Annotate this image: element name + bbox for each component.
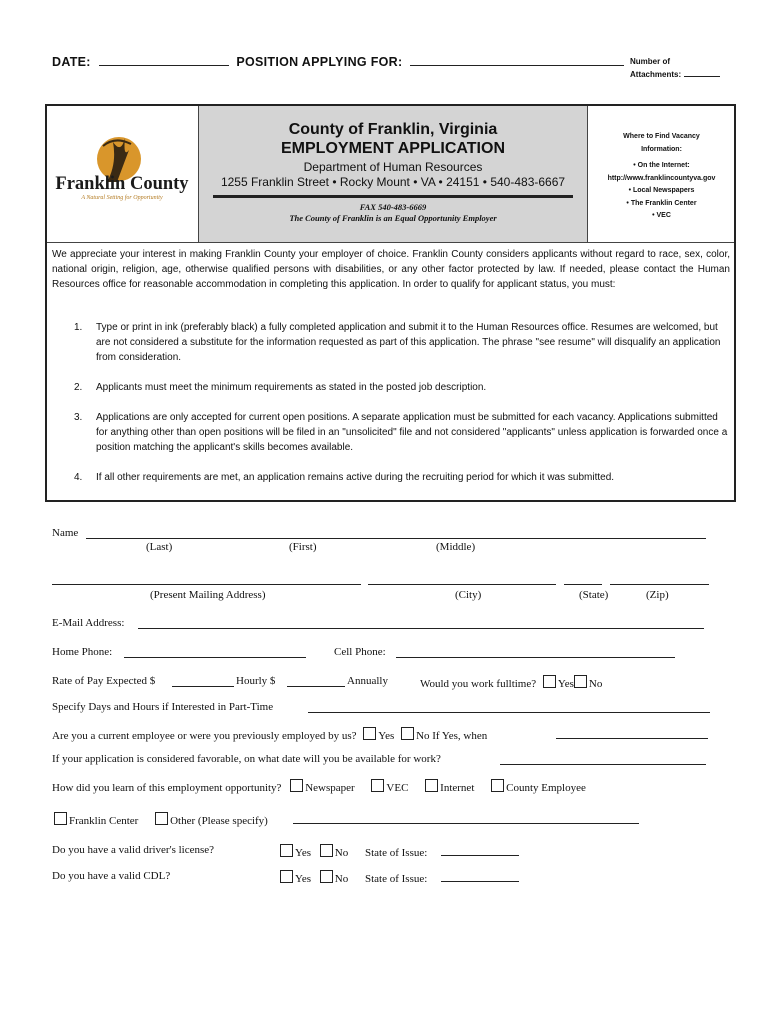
eoe-statement: The County of Franklin is an Equal Opportunity Employer [289,213,497,223]
fulltime-label: Would you work fulltime? [420,678,537,690]
requirement-number: 1. [74,322,83,333]
first-caption: (First) [289,541,317,553]
requirement-number: 3. [74,412,83,423]
attachments-label-2: Attachments: [630,70,682,79]
name-label: Name [52,527,79,539]
requirement-item [74,320,730,365]
middle-caption: (Middle) [436,541,476,553]
current-employee-no-checkbox[interactable] [401,727,414,740]
state-caption: (State) [579,589,609,601]
city-caption: (City) [455,589,482,601]
vacancy-item: • Local Newspapers [628,187,695,194]
no-if-yes-label: No If Yes, when [416,730,488,742]
email-label: E-Mail Address: [52,617,125,629]
license-yes-checkbox[interactable] [280,844,293,857]
vacancy-item: • The Franklin Center [626,199,697,207]
vacancy-item: • VEC [652,212,671,219]
city-field[interactable] [368,584,556,585]
yes-label: Yes [295,873,312,885]
requirement-text: Type or print in ink (preferably black) a fully completed application and submit it to the Human Resources office. Resumes are welcomed, but are not considered a substitute for the information requested as part of this application. The phrase "see resume" will disqualify an application from consideration. [96,322,721,363]
header-title-cell [198,106,588,242]
org-name: County of Franklin, Virginia [288,121,498,138]
yes-label: Yes [295,847,312,859]
name-field[interactable] [86,538,706,539]
state-issue-label: State of Issue: [364,873,428,885]
cdl-no-checkbox[interactable] [320,870,333,883]
logo-text: Franklin County [55,174,189,194]
cdl-label: Do you have a valid CDL? [52,870,171,882]
internet-label: Internet [440,782,475,794]
fulltime-yes-checkbox[interactable] [543,675,556,688]
requirement-item [74,470,730,485]
requirement-item [74,410,730,455]
hourly-rate-field[interactable] [172,686,234,687]
mailing-address-field[interactable] [52,584,361,585]
requirement-text: If all other requirements are met, an application remains active during the recruiting period for which it was submitted. [96,472,615,483]
address: 1255 Franklin Street • Rocky Mount • VA • 24151 • 540-483-6667 [220,175,566,189]
license-state-field[interactable] [441,855,519,856]
rate-pay-label: Rate of Pay Expected $ [52,675,156,687]
employed-when-field[interactable] [556,738,708,739]
cdl-yes-checkbox[interactable] [280,870,293,883]
zip-field[interactable] [610,584,709,585]
available-date-field[interactable] [500,764,706,765]
top-row [52,55,624,69]
requirement-text: Applicants must meet the minimum requirements as stated in the posted job description. [96,382,487,393]
no-label: No [334,847,349,859]
yes-label: Yes [557,678,574,690]
state-field[interactable] [564,584,602,585]
cdl-options [280,870,427,885]
franklin-center-checkbox[interactable] [54,812,67,825]
cell-phone-label: Cell Phone: [334,646,386,658]
attachments-field[interactable] [684,68,720,77]
other-label: Other (Please specify) [170,815,268,827]
vec-checkbox[interactable] [371,779,384,792]
email-field[interactable] [138,628,704,629]
franklin-center-label: Franklin Center [69,815,139,827]
home-phone-field[interactable] [124,657,306,658]
position-label: POSITION APPLYING FOR: [236,55,403,69]
requirements-list [74,320,730,500]
position-field[interactable] [410,55,624,66]
intro-paragraph: We appreciate your interest in making Franklin County your employer of choice. Franklin County considers applicants without regard to race, sex, color, national origin, religion, age, otherwise qualified persons with disabilities, or any other factor protected by law. If needed, please contact the Human Resources office for reasonable accommodation in completing this application. In order to qualify for applicant status, you must: [52,249,730,291]
date-label: DATE: [52,55,91,69]
parttime-label: Specify Days and Hours if Interested in Part-Time [52,701,274,713]
learn-label: How did you learn of this employment opportunity? [52,782,282,794]
logo-cell [47,106,197,242]
other-specify-field[interactable] [293,823,639,824]
learn-question [52,779,586,794]
fulltime-question [420,675,602,690]
last-caption: (Last) [146,541,173,553]
attachments-label-1: Number of [630,57,670,66]
logo-tagline: A Natural Setting for Opportunity [81,195,163,201]
mailing-caption: (Present Mailing Address) [150,589,266,601]
current-employee-label: Are you a current employee or were you previously employed by us? [52,730,357,742]
learn-question-more [54,812,268,827]
fax: FAX 540-483-6669 [359,202,427,212]
state-issue-label: State of Issue: [364,847,428,859]
parttime-field[interactable] [308,712,710,713]
fulltime-no-checkbox[interactable] [574,675,587,688]
cdl-state-field[interactable] [441,881,519,882]
requirement-number: 4. [74,472,83,483]
requirement-text: Applications are only accepted for current open positions. A separate application must be submitted for each vacancy. Applications submitted for anything other than open positions will be filed in an "unsolicited" file and not considered "applicants" unless application is forwarded once a position matching the applicant's skills becomes available. [96,412,728,453]
page-title: EMPLOYMENT APPLICATION [281,140,505,157]
yes-label: Yes [378,730,395,742]
vec-label: VEC [386,782,409,794]
vacancy-title-2: Information: [641,145,682,153]
requirement-item [74,380,730,395]
drivers-license-options [280,844,427,859]
current-employee-yes-checkbox[interactable] [363,727,376,740]
requirement-number: 2. [74,382,83,393]
license-no-checkbox[interactable] [320,844,333,857]
vacancy-info [589,106,734,242]
available-label: If your application is considered favorable, on what date will you be available for work? [52,753,441,765]
no-label: No [334,873,349,885]
annual-rate-field[interactable] [287,686,345,687]
newspaper-label: Newspaper [305,782,355,794]
vacancy-item: • On the Internet: [633,162,690,169]
header-rule [213,195,573,198]
no-label: No [588,678,603,690]
internet-checkbox[interactable] [425,779,438,792]
zip-caption: (Zip) [646,589,669,601]
hourly-label: Hourly $ [236,675,276,687]
annually-label: Annually [347,675,388,687]
current-employee-question [52,727,487,742]
attachments [630,55,720,81]
drivers-license-label: Do you have a valid driver's license? [52,844,215,856]
county-employee-checkbox[interactable] [491,779,504,792]
vacancy-url[interactable]: http://www.franklincountyva.gov [607,174,716,182]
home-phone-label: Home Phone: [52,646,113,658]
cell-phone-field[interactable] [396,657,675,658]
other-checkbox[interactable] [155,812,168,825]
county-employee-label: County Employee [506,782,586,794]
vacancy-title-1: Where to Find Vacancy [623,133,700,140]
department: Department of Human Resources [303,160,483,174]
newspaper-checkbox[interactable] [290,779,303,792]
date-field[interactable] [99,55,229,66]
header-divider [47,242,734,243]
